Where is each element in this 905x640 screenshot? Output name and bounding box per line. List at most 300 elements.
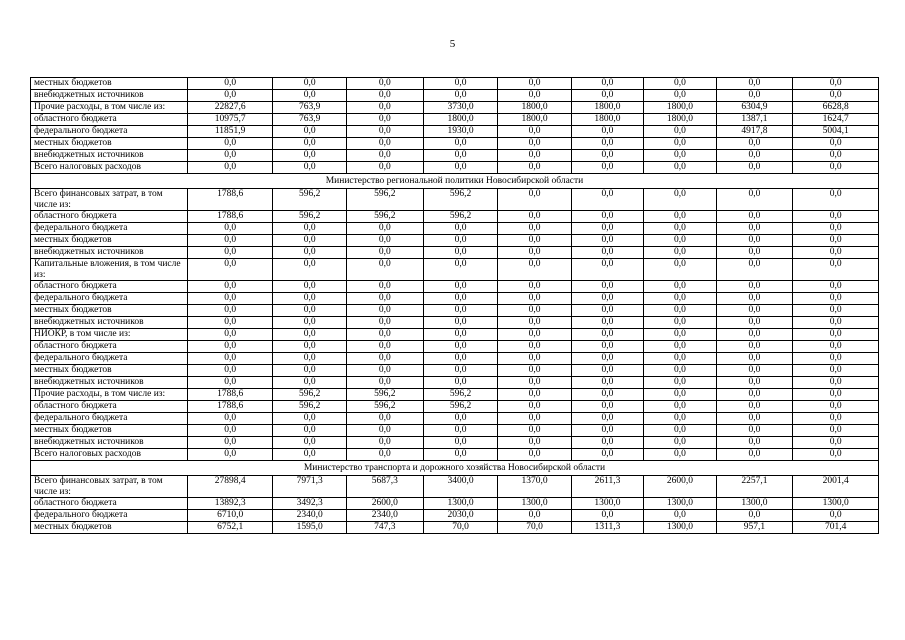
value-cell: 6628,8 [793, 102, 879, 114]
value-cell: 0,0 [793, 449, 879, 461]
value-cell: 0,0 [423, 353, 498, 365]
value-cell: 2340,0 [346, 510, 423, 522]
value-cell: 0,0 [423, 259, 498, 281]
table-row [31, 162, 879, 174]
value-cell: 0,0 [498, 353, 572, 365]
value-cell: 0,0 [716, 281, 793, 293]
value-cell: 0,0 [716, 189, 793, 211]
value-cell: 0,0 [793, 365, 879, 377]
value-cell: 0,0 [273, 235, 347, 247]
value-cell: 0,0 [346, 425, 423, 437]
value-cell: 596,2 [273, 389, 347, 401]
value-cell: 1595,0 [273, 522, 347, 534]
value-cell: 0,0 [498, 78, 572, 90]
value-cell: 0,0 [716, 365, 793, 377]
table-row [31, 189, 879, 211]
table-row [31, 425, 879, 437]
row-label: внебюджетных источников [31, 377, 188, 389]
value-cell: 0,0 [644, 162, 716, 174]
value-cell: 0,0 [793, 259, 879, 281]
row-label: местных бюджетов [31, 425, 188, 437]
value-cell: 0,0 [273, 78, 347, 90]
value-cell: 0,0 [644, 78, 716, 90]
row-label: федерального бюджета [31, 223, 188, 235]
value-cell: 0,0 [498, 90, 572, 102]
value-cell: 596,2 [273, 401, 347, 413]
row-label: областного бюджета [31, 281, 188, 293]
value-cell: 0,0 [644, 90, 716, 102]
value-cell: 0,0 [498, 510, 572, 522]
value-cell: 0,0 [273, 138, 347, 150]
value-cell: 0,0 [571, 138, 643, 150]
value-cell: 0,0 [423, 150, 498, 162]
value-cell: 0,0 [346, 353, 423, 365]
value-cell: 6752,1 [187, 522, 273, 534]
value-cell: 0,0 [498, 317, 572, 329]
value-cell: 0,0 [644, 353, 716, 365]
value-cell: 701,4 [793, 522, 879, 534]
value-cell: 0,0 [644, 138, 716, 150]
value-cell: 2611,3 [571, 476, 643, 498]
row-label: федерального бюджета [31, 413, 188, 425]
value-cell: 0,0 [187, 247, 273, 259]
value-cell: 0,0 [716, 150, 793, 162]
row-label: местных бюджетов [31, 522, 188, 534]
value-cell: 0,0 [346, 259, 423, 281]
value-cell: 0,0 [498, 329, 572, 341]
table-row [31, 389, 879, 401]
value-cell: 0,0 [346, 235, 423, 247]
value-cell: 0,0 [273, 281, 347, 293]
value-cell: 0,0 [571, 211, 643, 223]
value-cell: 596,2 [423, 389, 498, 401]
value-cell: 0,0 [498, 293, 572, 305]
value-cell: 0,0 [716, 413, 793, 425]
value-cell: 2001,4 [793, 476, 879, 498]
value-cell: 22827,6 [187, 102, 273, 114]
value-cell: 11851,9 [187, 126, 273, 138]
value-cell: 0,0 [498, 281, 572, 293]
value-cell: 1800,0 [644, 114, 716, 126]
value-cell: 0,0 [346, 223, 423, 235]
table-row [31, 329, 879, 341]
value-cell: 596,2 [423, 211, 498, 223]
value-cell: 0,0 [716, 78, 793, 90]
table-row [31, 114, 879, 126]
value-cell: 0,0 [346, 138, 423, 150]
value-cell: 0,0 [423, 341, 498, 353]
value-cell: 0,0 [571, 126, 643, 138]
value-cell: 0,0 [423, 247, 498, 259]
value-cell: 0,0 [793, 341, 879, 353]
value-cell: 0,0 [571, 401, 643, 413]
value-cell: 596,2 [346, 389, 423, 401]
value-cell: 0,0 [498, 413, 572, 425]
value-cell: 0,0 [571, 449, 643, 461]
value-cell: 0,0 [716, 329, 793, 341]
value-cell: 0,0 [793, 189, 879, 211]
value-cell: 0,0 [273, 150, 347, 162]
value-cell: 0,0 [346, 377, 423, 389]
value-cell: 0,0 [793, 425, 879, 437]
table-row [31, 223, 879, 235]
value-cell: 0,0 [423, 437, 498, 449]
value-cell: 0,0 [187, 78, 273, 90]
value-cell: 0,0 [716, 425, 793, 437]
value-cell: 0,0 [793, 223, 879, 235]
value-cell: 0,0 [644, 510, 716, 522]
value-cell: 0,0 [571, 189, 643, 211]
value-cell: 0,0 [423, 365, 498, 377]
value-cell: 0,0 [187, 425, 273, 437]
value-cell: 0,0 [187, 223, 273, 235]
value-cell: 0,0 [273, 90, 347, 102]
value-cell: 0,0 [273, 259, 347, 281]
value-cell: 0,0 [793, 162, 879, 174]
row-label: НИОКР, в том числе из: [31, 329, 188, 341]
value-cell: 1387,1 [716, 114, 793, 126]
value-cell: 0,0 [498, 223, 572, 235]
row-label: Всего налоговых расходов [31, 162, 188, 174]
value-cell: 0,0 [716, 293, 793, 305]
value-cell: 1300,0 [644, 498, 716, 510]
value-cell: 1800,0 [498, 102, 572, 114]
value-cell: 0,0 [644, 389, 716, 401]
value-cell: 0,0 [273, 449, 347, 461]
table-row [31, 498, 879, 510]
value-cell: 1311,3 [571, 522, 643, 534]
value-cell: 0,0 [793, 293, 879, 305]
value-cell: 0,0 [346, 317, 423, 329]
value-cell: 0,0 [187, 259, 273, 281]
table-row [31, 90, 879, 102]
value-cell: 0,0 [571, 293, 643, 305]
value-cell: 0,0 [187, 90, 273, 102]
value-cell: 0,0 [498, 235, 572, 247]
value-cell: 0,0 [716, 223, 793, 235]
value-cell: 596,2 [346, 211, 423, 223]
value-cell: 0,0 [498, 401, 572, 413]
value-cell: 0,0 [571, 259, 643, 281]
value-cell: 3730,0 [423, 102, 498, 114]
value-cell: 0,0 [187, 162, 273, 174]
table-row [31, 413, 879, 425]
value-cell: 0,0 [716, 259, 793, 281]
value-cell: 1788,6 [187, 401, 273, 413]
table-row [31, 317, 879, 329]
value-cell: 0,0 [793, 90, 879, 102]
value-cell: 0,0 [716, 353, 793, 365]
value-cell: 0,0 [716, 138, 793, 150]
value-cell: 0,0 [571, 413, 643, 425]
value-cell: 5687,3 [346, 476, 423, 498]
value-cell: 596,2 [423, 189, 498, 211]
value-cell: 0,0 [423, 329, 498, 341]
value-cell: 0,0 [716, 317, 793, 329]
value-cell: 0,0 [716, 449, 793, 461]
value-cell: 0,0 [571, 247, 643, 259]
page-number: 5 [449, 38, 456, 50]
value-cell: 0,0 [498, 377, 572, 389]
value-cell: 0,0 [273, 305, 347, 317]
value-cell: 0,0 [644, 437, 716, 449]
value-cell: 0,0 [571, 389, 643, 401]
value-cell: 0,0 [716, 401, 793, 413]
value-cell: 0,0 [498, 365, 572, 377]
section-title: Министерство региональной политики Новосибирской области [31, 174, 879, 189]
value-cell: 0,0 [498, 437, 572, 449]
value-cell: 0,0 [273, 365, 347, 377]
row-label: местных бюджетов [31, 305, 188, 317]
row-label: Всего финансовых затрат, в том числе из: [31, 476, 188, 498]
value-cell: 0,0 [273, 317, 347, 329]
value-cell: 596,2 [423, 401, 498, 413]
value-cell: 0,0 [423, 413, 498, 425]
value-cell: 0,0 [423, 90, 498, 102]
value-cell: 0,0 [423, 162, 498, 174]
value-cell: 0,0 [571, 329, 643, 341]
value-cell: 596,2 [273, 211, 347, 223]
value-cell: 0,0 [571, 223, 643, 235]
value-cell: 0,0 [423, 317, 498, 329]
value-cell: 0,0 [793, 377, 879, 389]
table-row [31, 510, 879, 522]
value-cell: 0,0 [644, 341, 716, 353]
value-cell: 0,0 [423, 281, 498, 293]
value-cell: 0,0 [273, 126, 347, 138]
value-cell: 0,0 [187, 449, 273, 461]
value-cell: 0,0 [423, 78, 498, 90]
value-cell: 0,0 [187, 317, 273, 329]
value-cell: 0,0 [716, 510, 793, 522]
value-cell: 0,0 [498, 211, 572, 223]
value-cell: 0,0 [423, 449, 498, 461]
table-row [31, 365, 879, 377]
value-cell: 0,0 [571, 377, 643, 389]
value-cell: 0,0 [716, 162, 793, 174]
value-cell: 0,0 [423, 235, 498, 247]
value-cell: 0,0 [793, 317, 879, 329]
table-row [31, 522, 879, 534]
table-row [31, 150, 879, 162]
value-cell: 0,0 [273, 341, 347, 353]
value-cell: 0,0 [793, 211, 879, 223]
value-cell: 0,0 [571, 281, 643, 293]
value-cell: 0,0 [644, 223, 716, 235]
value-cell: 0,0 [273, 293, 347, 305]
value-cell: 0,0 [346, 150, 423, 162]
value-cell: 0,0 [644, 413, 716, 425]
table-row [31, 78, 879, 90]
table-row [31, 247, 879, 259]
value-cell: 1788,6 [187, 189, 273, 211]
value-cell: 13892,3 [187, 498, 273, 510]
value-cell: 0,0 [793, 437, 879, 449]
value-cell: 0,0 [793, 389, 879, 401]
value-cell: 0,0 [346, 329, 423, 341]
value-cell: 7971,3 [273, 476, 347, 498]
value-cell: 0,0 [571, 510, 643, 522]
value-cell: 0,0 [273, 437, 347, 449]
table-row [31, 235, 879, 247]
row-label: областного бюджета [31, 498, 188, 510]
value-cell: 0,0 [498, 259, 572, 281]
value-cell: 0,0 [346, 102, 423, 114]
value-cell: 0,0 [793, 329, 879, 341]
value-cell: 0,0 [716, 305, 793, 317]
value-cell: 1788,6 [187, 211, 273, 223]
value-cell: 0,0 [273, 329, 347, 341]
value-cell: 0,0 [644, 329, 716, 341]
table-row [31, 126, 879, 138]
value-cell: 0,0 [346, 247, 423, 259]
value-cell: 0,0 [793, 401, 879, 413]
table-row [31, 211, 879, 223]
value-cell: 0,0 [571, 305, 643, 317]
row-label: областного бюджета [31, 341, 188, 353]
value-cell: 0,0 [273, 425, 347, 437]
value-cell: 27898,4 [187, 476, 273, 498]
value-cell: 0,0 [187, 281, 273, 293]
value-cell: 1300,0 [644, 522, 716, 534]
value-cell: 763,9 [273, 114, 347, 126]
row-label: местных бюджетов [31, 235, 188, 247]
value-cell: 0,0 [793, 138, 879, 150]
value-cell: 0,0 [273, 247, 347, 259]
value-cell: 0,0 [423, 305, 498, 317]
row-label: внебюджетных источников [31, 247, 188, 259]
value-cell: 1300,0 [793, 498, 879, 510]
value-cell: 0,0 [423, 377, 498, 389]
value-cell: 0,0 [273, 377, 347, 389]
row-label: областного бюджета [31, 114, 188, 126]
value-cell: 0,0 [423, 425, 498, 437]
value-cell: 0,0 [187, 377, 273, 389]
value-cell: 0,0 [273, 223, 347, 235]
value-cell: 596,2 [273, 189, 347, 211]
value-cell: 1930,0 [423, 126, 498, 138]
value-cell: 0,0 [644, 281, 716, 293]
row-label: федерального бюджета [31, 353, 188, 365]
value-cell: 0,0 [644, 377, 716, 389]
table-row [31, 281, 879, 293]
row-label: Прочие расходы, в том числе из: [31, 102, 188, 114]
value-cell: 0,0 [346, 341, 423, 353]
value-cell: 0,0 [187, 305, 273, 317]
value-cell: 0,0 [346, 365, 423, 377]
value-cell: 2600,0 [644, 476, 716, 498]
value-cell: 0,0 [187, 235, 273, 247]
row-label: местных бюджетов [31, 138, 188, 150]
value-cell: 0,0 [571, 162, 643, 174]
table-row [31, 401, 879, 413]
value-cell: 0,0 [187, 150, 273, 162]
value-cell: 0,0 [644, 425, 716, 437]
value-cell: 0,0 [187, 138, 273, 150]
value-cell: 0,0 [644, 305, 716, 317]
row-label: Всего налоговых расходов [31, 449, 188, 461]
value-cell: 0,0 [187, 293, 273, 305]
value-cell: 0,0 [346, 305, 423, 317]
value-cell: 0,0 [346, 413, 423, 425]
value-cell: 1800,0 [423, 114, 498, 126]
value-cell: 0,0 [346, 449, 423, 461]
row-label: внебюджетных источников [31, 150, 188, 162]
value-cell: 6710,0 [187, 510, 273, 522]
table-row [31, 437, 879, 449]
value-cell: 0,0 [571, 437, 643, 449]
value-cell: 0,0 [644, 189, 716, 211]
value-cell: 0,0 [346, 281, 423, 293]
value-cell: 0,0 [716, 90, 793, 102]
row-label: областного бюджета [31, 211, 188, 223]
value-cell: 0,0 [716, 389, 793, 401]
value-cell: 0,0 [793, 413, 879, 425]
row-label: местных бюджетов [31, 365, 188, 377]
value-cell: 0,0 [498, 189, 572, 211]
value-cell: 957,1 [716, 522, 793, 534]
value-cell: 0,0 [716, 377, 793, 389]
table-row [31, 341, 879, 353]
value-cell: 2030,0 [423, 510, 498, 522]
value-cell: 0,0 [571, 78, 643, 90]
value-cell: 0,0 [571, 150, 643, 162]
value-cell: 0,0 [644, 235, 716, 247]
value-cell: 0,0 [644, 293, 716, 305]
value-cell: 1788,6 [187, 389, 273, 401]
value-cell: 0,0 [273, 353, 347, 365]
value-cell: 0,0 [716, 235, 793, 247]
table-row [31, 305, 879, 317]
table-row [31, 476, 879, 498]
value-cell: 0,0 [644, 365, 716, 377]
row-label: федерального бюджета [31, 293, 188, 305]
table-row [31, 377, 879, 389]
value-cell: 0,0 [498, 389, 572, 401]
value-cell: 747,3 [346, 522, 423, 534]
value-cell: 3400,0 [423, 476, 498, 498]
value-cell: 0,0 [187, 437, 273, 449]
value-cell: 70,0 [498, 522, 572, 534]
value-cell: 0,0 [716, 211, 793, 223]
value-cell: 2257,1 [716, 476, 793, 498]
value-cell: 0,0 [571, 353, 643, 365]
section-title: Министерство транспорта и дорожного хозяйства Новосибирской области [31, 461, 879, 476]
value-cell: 0,0 [571, 365, 643, 377]
value-cell: 0,0 [644, 259, 716, 281]
value-cell: 0,0 [423, 138, 498, 150]
table-row [31, 259, 879, 281]
row-label: внебюджетных источников [31, 90, 188, 102]
section-header-row [31, 461, 879, 476]
value-cell: 0,0 [644, 211, 716, 223]
row-label: Прочие расходы, в том числе из: [31, 389, 188, 401]
value-cell: 0,0 [571, 341, 643, 353]
value-cell: 0,0 [346, 437, 423, 449]
value-cell: 2600,0 [346, 498, 423, 510]
value-cell: 1800,0 [498, 114, 572, 126]
table-row [31, 102, 879, 114]
value-cell: 0,0 [423, 223, 498, 235]
value-cell: 0,0 [346, 90, 423, 102]
value-cell: 0,0 [793, 247, 879, 259]
value-cell: 0,0 [187, 413, 273, 425]
value-cell: 1300,0 [423, 498, 498, 510]
value-cell: 0,0 [793, 510, 879, 522]
row-label: областного бюджета [31, 401, 188, 413]
value-cell: 0,0 [716, 437, 793, 449]
table-row [31, 449, 879, 461]
